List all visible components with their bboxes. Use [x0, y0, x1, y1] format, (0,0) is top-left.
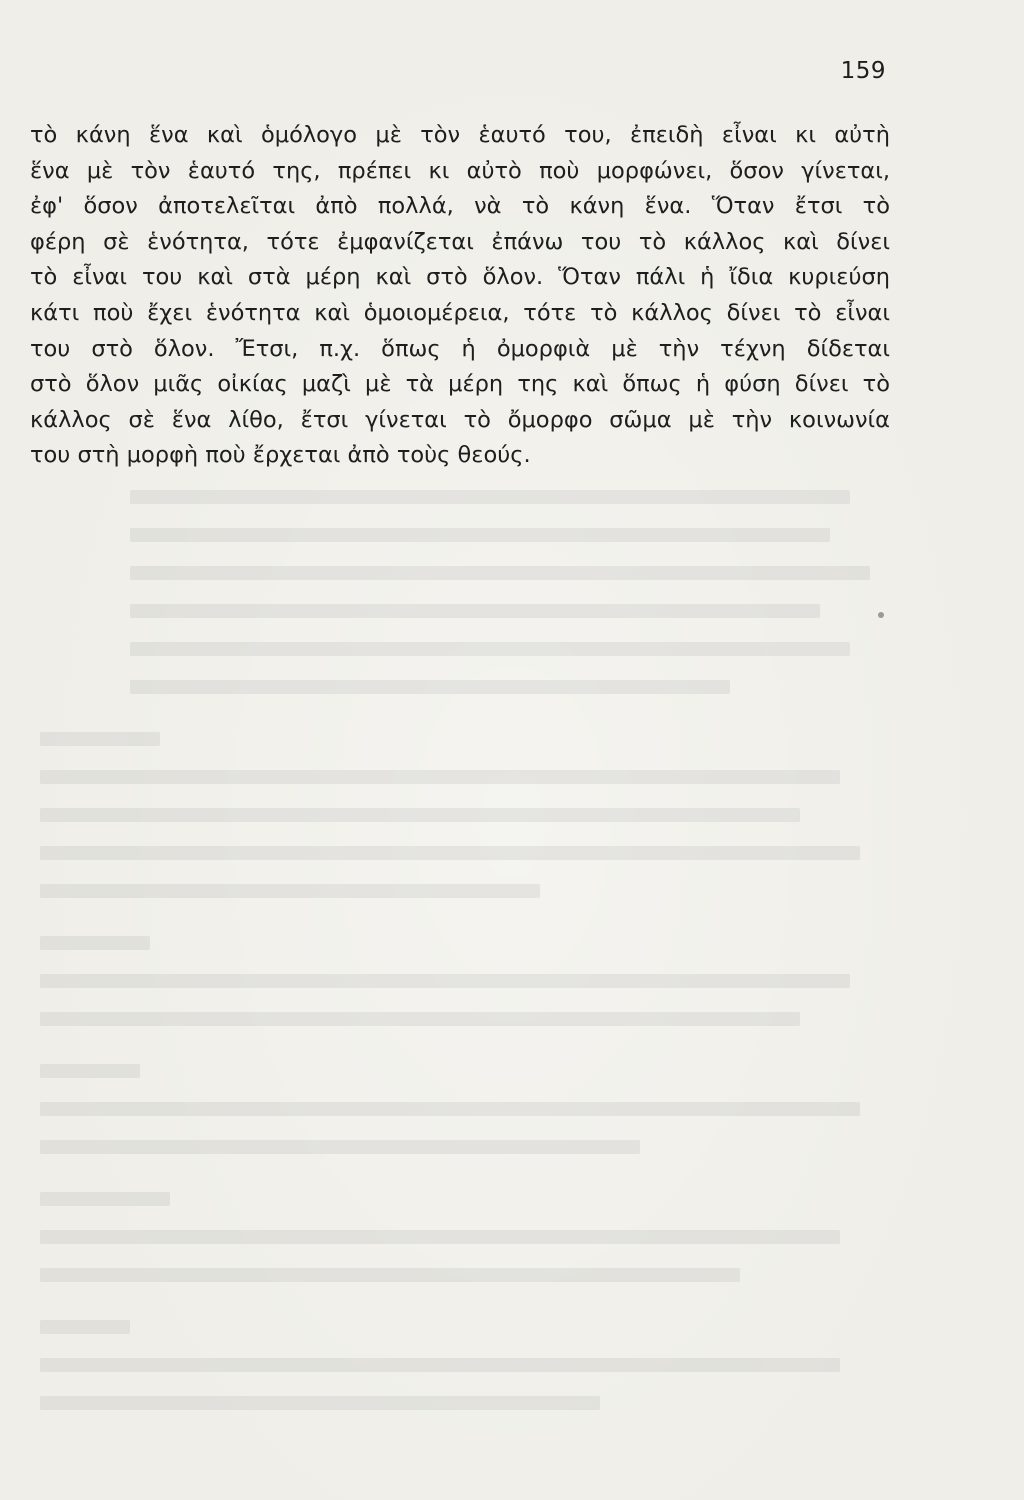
text-line: στὸ ὅλον μιᾶς οἰκίας μαζὶ μὲ τὰ μέρη της καὶ ὅπως ἡ φύση δίνει τὸ [30, 371, 890, 398]
text-line: ἕνα μὲ τὸν ἑαυτό της, πρέπει κι αὐτὸ ποὺ μορφώνει, ὅσον γίνεται, [30, 157, 890, 184]
page-number: 159 [840, 58, 886, 84]
text-line: του στὸ ὅλον. Ἔτσι, π.χ. ὅπως ἡ ὀμορφιὰ μὲ τὴν τέχνη δίδεται [30, 335, 890, 362]
text-line: ἐφ' ὅσον ἀποτελεῖται ἀπὸ πολλά, νὰ τὸ κάνη ἕνα. Ὅταν ἔτσι τὸ [30, 193, 890, 220]
text-line: του στὴ μορφὴ ποὺ ἔρχεται ἀπὸ τοὺς θεούς. [30, 442, 531, 469]
body-paragraph [30, 118, 890, 474]
text-line: τὸ κάνη ἕνα καὶ ὁμόλογο μὲ τὸν ἑαυτό του, ἐπειδὴ εἶναι κι αὐτὴ [30, 122, 890, 148]
show-through-text [0, 470, 1024, 1470]
text-line: κάλλος σὲ ἕνα λίθο, ἔτσι γίνεται τὸ ὄμορφο σῶμα μὲ τὴν κοινωνία [30, 406, 890, 433]
text-line: κάτι ποὺ ἔχει ἑνότητα καὶ ὁμοιομέρεια, τότε τὸ κάλλος δίνει τὸ εἶναι [30, 299, 890, 326]
text-line: φέρη σὲ ἑνότητα, τότε ἐμφανίζεται ἐπάνω του τὸ κάλλος καὶ δίνει [30, 228, 890, 255]
ink-speck [878, 612, 884, 618]
text-line: τὸ εἶναι του καὶ στὰ μέρη καὶ στὸ ὅλον. Ὅταν πάλι ἡ ἴδια κυριεύση [30, 264, 890, 291]
